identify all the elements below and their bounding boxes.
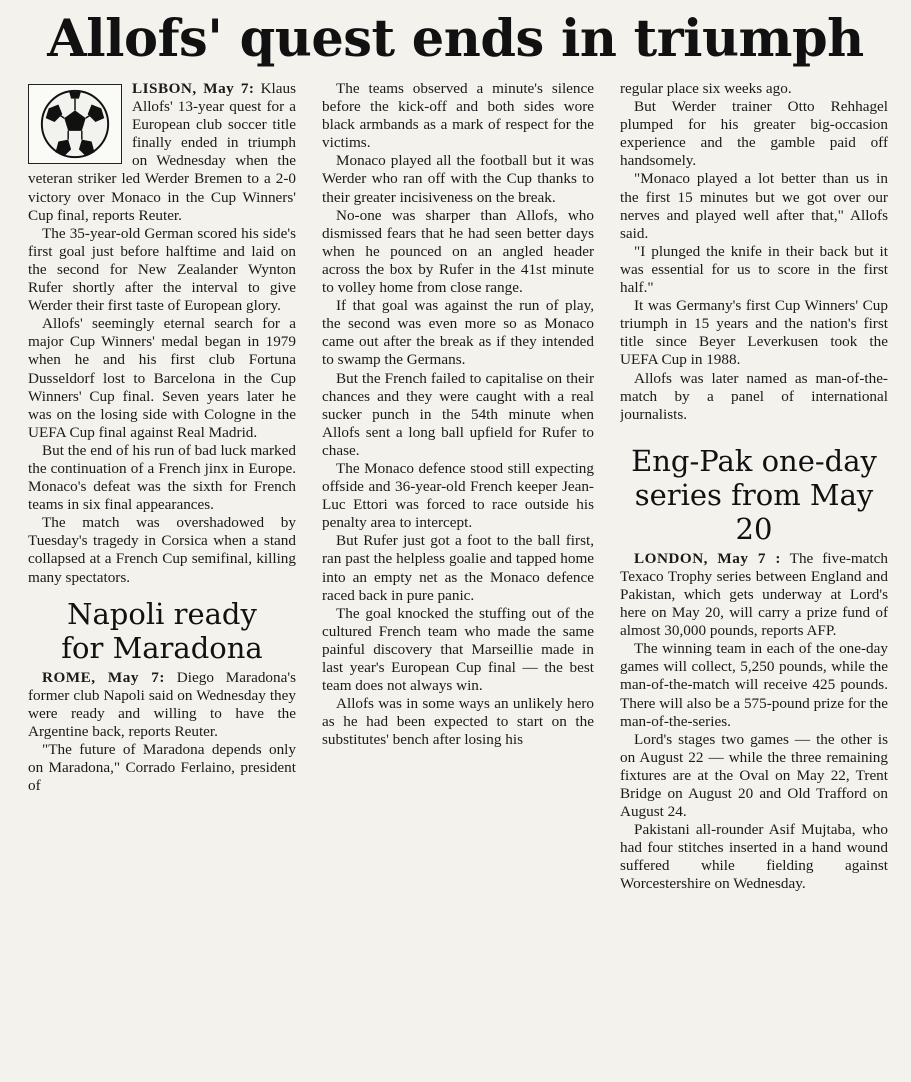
story-paragraph: No-one was sharper than Allofs, who dismissed fears that he had seen better days when he pounced on an angled header across the box by Rufer in the 41st minute to volley home from close range. (322, 206, 594, 297)
story-paragraph: Allofs was in some ways an unlikely hero as he had been expected to start on the substitutes' bench after losing his (322, 695, 594, 749)
story-paragraph: The Monaco defence stood still expecting offside and 36-year-old French keeper Jean-Luc Ettori was forced to race outside his penalty area to intercept. (322, 459, 594, 532)
main-headline: Allofs' quest ends in triumph (47, 9, 864, 69)
engpak-headline: Eng-Pak one-day series from May 20 (631, 443, 877, 546)
story-paragraph: Pakistani all-rounder Asif Mujtaba, who had four stitches inserted in a hand wound suffered while fielding against Worcestershire on Wednesday. (620, 821, 888, 893)
story-paragraph: "The future of Maradona depends only on Maradona," Corrado Ferlaino, president of (28, 741, 296, 795)
column-3 (620, 80, 888, 1080)
story-paragraph: "I plunged the knife in their back but it was essential for us to score in the first half." (620, 242, 888, 297)
story-paragraph: Allofs' seemingly eternal search for a major Cup Winners' medal began in 1979 when he and his first club Fortuna Dusseldorf lost to Barcelona in the Cup Winners' Cup final. Seven years later he was on the losing side with Cologne in the UEFA Cup final against Real Madrid. (28, 315, 296, 441)
story-paragraph: But the end of his run of bad luck marked the continuation of a French jinx in Europe. Monaco's defeat was the sixth for French teams in six final appearances. (28, 441, 296, 514)
column-2 (322, 80, 594, 1080)
story-paragraph: If that goal was against the run of play, the second was even more so as Monaco came out after the break as if they intended to swamp the Germans. (322, 297, 594, 369)
soccer-ball-icon (28, 84, 122, 164)
story-paragraph: Monaco played all the football but it was Werder who ran off with the Cup thanks to their greater incisiveness on the break. (322, 152, 594, 206)
story-paragraph: The winning team in each of the one-day games will collect, 5,250 pounds, while the man-of-the-match will receive 425 pounds. There will also be a 575-pound prize for the man-of-the-series. (620, 640, 888, 730)
story-paragraph: The match was overshadowed by Tuesday's tragedy in Corsica when a stand collapsed at a French Cup semifinal, killing many spectators. (28, 514, 296, 586)
story-paragraph: "Monaco played a lot better than us in the first 15 minutes but we got over our nerves and played well after that," Allofs said. (620, 170, 888, 242)
column-1 (28, 80, 296, 1080)
story-paragraph: LISBON, May 7: Klaus Allofs' 13-year quest for a European club soccer title finally ended in triumph on Wednesday when the veteran striker led Werder Bremen to a 2-0 victory over Monaco in the Cup Winners' Cup final, reports Reuter. (28, 80, 296, 224)
story-paragraph: The teams observed a minute's silence before the kick-off and both sides wore black armbands as a mark of respect for the victims. (322, 80, 594, 152)
story-paragraph: Lord's stages two games — the other is on August 22 — while the three remaining fixtures are at the Oval on May 22, Trent Bridge on August 20 and Old Trafford on August 24. (620, 730, 888, 821)
story-paragraph: But Werder trainer Otto Rehhagel plumped for his greater big-occasion experience and the gamble paid off handsomely. (620, 98, 888, 170)
story-paragraph: The 35-year-old German scored his side's first goal just before halftime and laid on the second for New Zealander Wynton Rufer shortly after the interval to give Werder their first taste of European glory. (28, 224, 296, 315)
story-paragraph: regular place six weeks ago. (620, 80, 792, 97)
story-paragraph: But the French failed to capitalise on their chances and they were caught with a real sucker punch in the 54th minute when Allofs sent a long ball upfield for Rufer to chase. (322, 369, 594, 459)
story-paragraph: Allofs was later named as man-of-the-match by a panel of international journalists. (620, 369, 888, 423)
napoli-headline: Napoli ready for Maradona (61, 596, 263, 665)
story-paragraph: It was Germany's first Cup Winners' Cup triumph in 15 years and the nation's first title since Beyer Leverkusen took the UEFA Cup in 1988. (620, 297, 888, 369)
story-paragraph: The goal knocked the stuffing out of the cultured French team who made the same painful discovery that Marseillie made in last year's European Cup final — the best team does not always win. (322, 604, 594, 695)
story-paragraph: But Rufer just got a foot to the ball first, ran past the helpless goalie and tapped home into an empty net as the Monaco defence raced back in pure panic. (322, 532, 594, 604)
story-paragraph: LONDON, May 7 : The five-match Texaco Trophy series between England and Pakistan, which gets underway at Lord's here on May 20, will carry a prize fund of almost 30,000 pounds, reports AFP. (620, 549, 888, 640)
story-paragraph: ROME, May 7: Diego Maradona's former club Napoli said on Wednesday they were ready and willing to have the Argentine back, reports Reuter. (28, 668, 296, 740)
